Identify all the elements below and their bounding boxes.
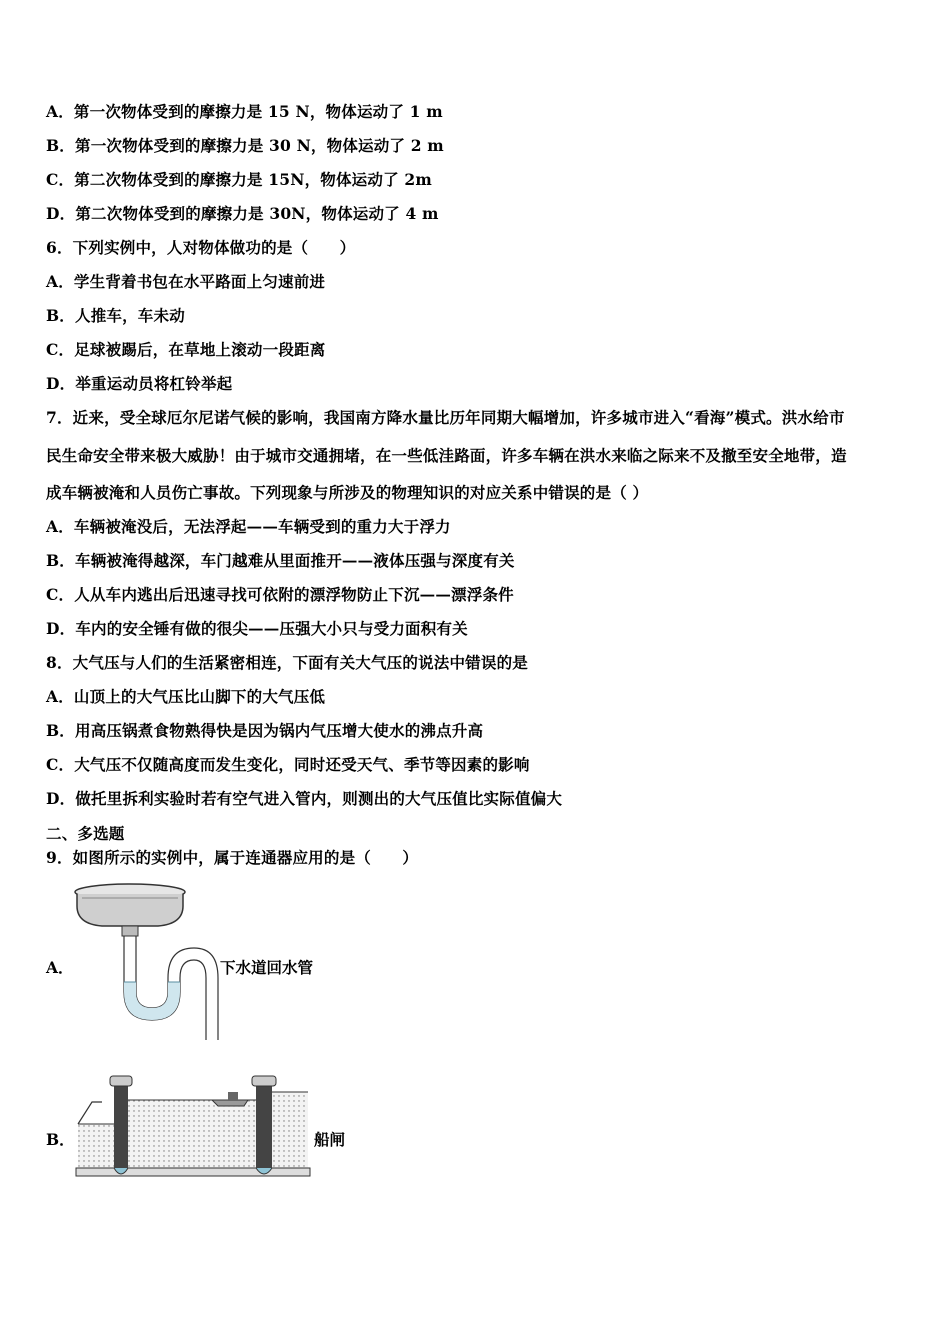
q8-option-c: C．大气压不仅随高度而发生变化，同时还受天气、季节等因素的影响 xyxy=(46,755,530,774)
sink-trap-illustration xyxy=(72,882,212,1042)
q6-option-d: D．举重运动员将杠铃举起 xyxy=(46,374,233,393)
q5-option-a: A．第一次物体受到的摩擦力是 15 N，物体运动了 1 m xyxy=(46,102,443,121)
q8-option-a: A．山顶上的大气压比山脚下的大气压低 xyxy=(46,687,326,706)
q8-option-b: B．用高压锅煮食物熟得快是因为锅内气压增大使水的沸点升高 xyxy=(46,721,484,740)
section-title: 二、多选题 xyxy=(46,824,125,843)
ship-lock-illustration xyxy=(72,1064,312,1184)
q9-stem: 9．如图所示的实例中，属于连通器应用的是（ ） xyxy=(46,848,419,867)
q8-option-d: D．做托里拆利实验时若有空气进入管内，则测出的大气压值比实际值偏大 xyxy=(46,789,563,808)
q7-option-b: B．车辆被淹得越深，车门越难从里面推开——液体压强与深度有关 xyxy=(46,551,515,570)
q6-stem: 6．下列实例中，人对物体做功的是（ ） xyxy=(46,238,356,257)
q9-fig-a-label: A． xyxy=(46,958,74,977)
q7-option-a: A．车辆被淹没后，无法浮起——车辆受到的重力大于浮力 xyxy=(46,517,451,536)
q7-stem-line-2: 民生命安全带来极大威胁！由于城市交通拥堵，在一些低洼路面，许多车辆在洪水来临之际来不及撤至安全地带，造 xyxy=(46,446,847,465)
q6-option-c: C．足球被踢后，在草地上滚动一段距离 xyxy=(46,340,326,359)
q9-fig-a-caption: 下水道回水管 xyxy=(220,958,314,977)
q9-fig-b-label: B． xyxy=(46,1130,75,1149)
q7-option-c: C．人从车内逃出后迅速寻找可依附的漂浮物防止下沉——漂浮条件 xyxy=(46,585,514,604)
q7-stem-line-1: 7．近来，受全球厄尔尼诺气候的影响，我国南方降水量比历年同期大幅增加，许多城市进入“看海”模式。洪水给市 xyxy=(46,408,845,427)
q9-fig-b-caption: 船闸 xyxy=(314,1130,346,1149)
q5-option-c: C．第二次物体受到的摩擦力是 15N，物体运动了 2m xyxy=(46,170,432,189)
q6-option-a: A．学生背着书包在水平路面上匀速前进 xyxy=(46,272,326,291)
q5-option-d: D．第二次物体受到的摩擦力是 30N，物体运动了 4 m xyxy=(46,204,439,223)
q7-stem-line-3: 成车辆被淹和人员伤亡事故。下列现象与所涉及的物理知识的对应关系中错误的是（ ） xyxy=(46,483,649,502)
q8-stem: 8．大气压与人们的生活紧密相连，下面有关大气压的说法中错误的是 xyxy=(46,653,528,672)
q7-option-d: D．车内的安全锤有做的很尖——压强大小只与受力面积有关 xyxy=(46,619,468,638)
q5-option-b: B．第一次物体受到的摩擦力是 30 N，物体运动了 2 m xyxy=(46,136,444,155)
q6-option-b: B．人推车，车未动 xyxy=(46,306,185,325)
